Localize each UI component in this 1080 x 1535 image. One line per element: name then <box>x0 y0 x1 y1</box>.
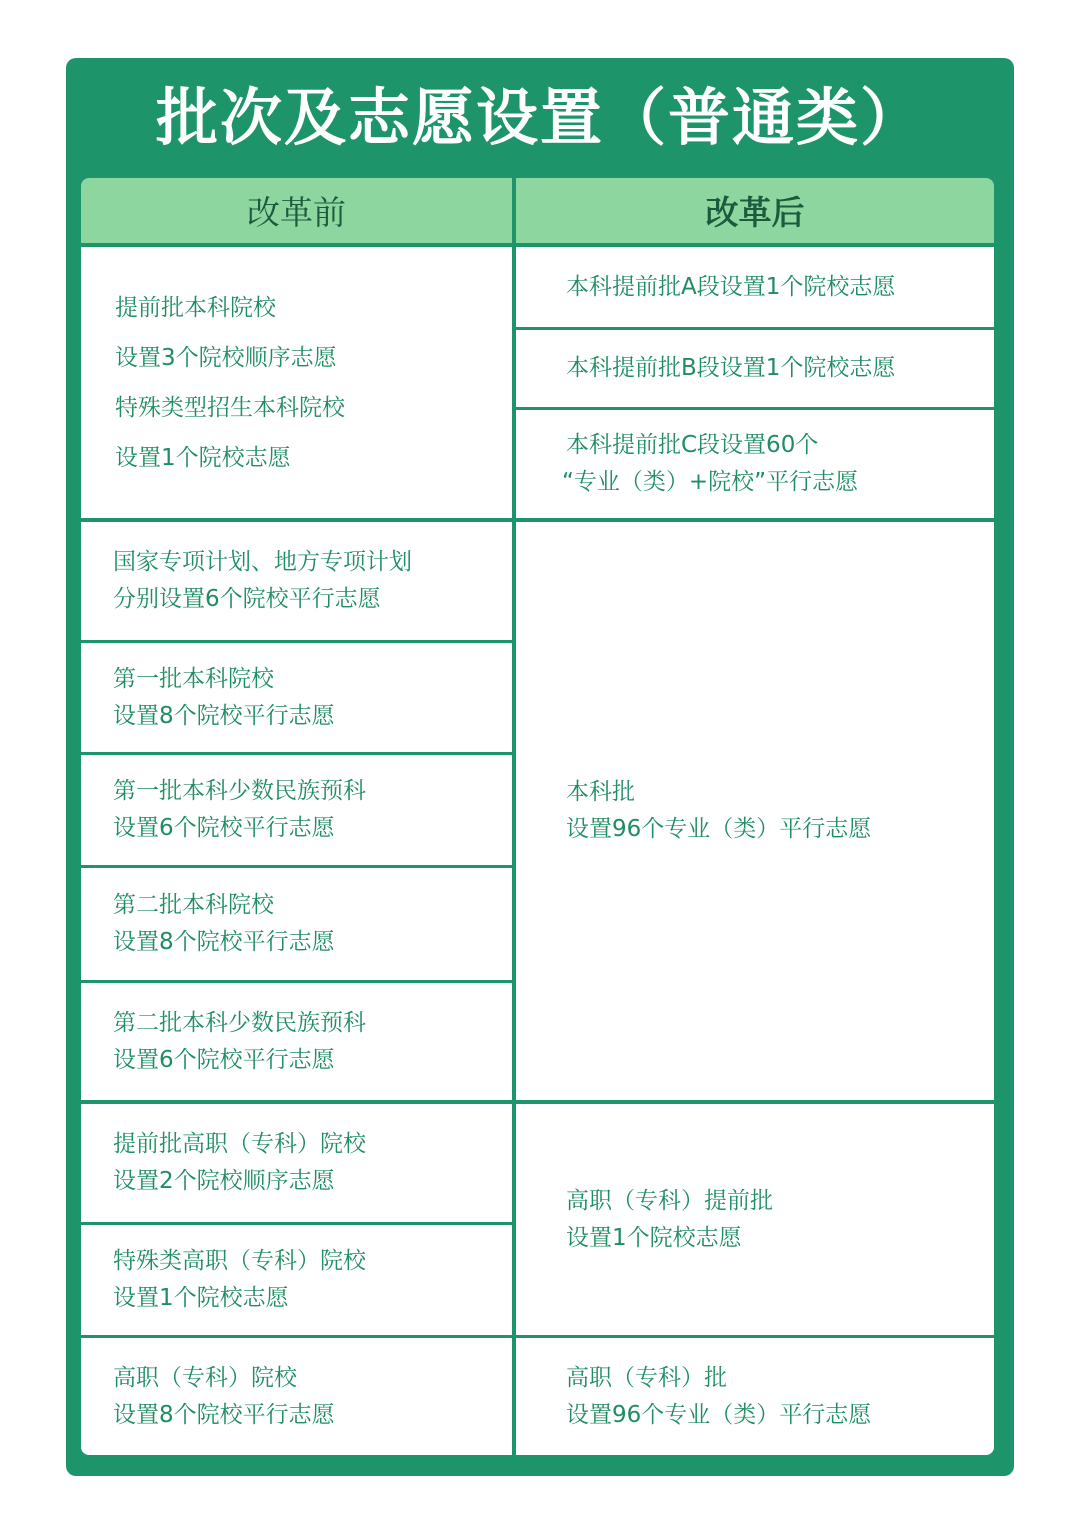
before-first-batch-minority-cell <box>81 755 512 865</box>
cell-line: 设置96个专业（类）平行志愿 <box>566 816 872 842</box>
cell-line: 第一批本科院校 <box>113 665 274 692</box>
cell-line: 分别设置6个院校平行志愿 <box>113 586 381 612</box>
before-early-vocational-cell <box>81 1104 512 1222</box>
after-early-a-cell <box>516 247 994 327</box>
after-undergrad-cell <box>516 522 994 1100</box>
cell-line: 国家专项计划、地方专项计划 <box>113 549 412 575</box>
cell-line: 设置1个院校志愿 <box>566 1224 742 1251</box>
cell-line: 本科提前批C段设置60个 <box>566 432 819 458</box>
cell-line: 特殊类型招生本科院校 <box>115 394 345 421</box>
cell-line: “专业（类）+院校”平行志愿 <box>562 469 859 495</box>
column-header-after: 改革后 <box>516 178 994 243</box>
after-early-b-cell <box>516 330 994 407</box>
cell-line: 设置1个院校志愿 <box>113 1285 289 1311</box>
cell-line: 高职（专科）提前批 <box>566 1187 773 1214</box>
cell-line: 设置8个院校平行志愿 <box>113 1401 335 1428</box>
before-second-batch-cell <box>81 868 512 980</box>
after-early-c-cell <box>516 410 994 518</box>
before-vocational-cell <box>81 1338 512 1455</box>
cell-line: 设置6个院校平行志愿 <box>113 815 335 841</box>
page-title: 批次及志愿设置（普通类） <box>155 81 924 154</box>
before-second-batch-minority-cell <box>81 983 512 1100</box>
cell-line: 高职（专科）院校 <box>113 1364 297 1391</box>
cell-line: 设置2个院校顺序志愿 <box>113 1168 335 1194</box>
cell-line: 设置8个院校平行志愿 <box>113 929 335 955</box>
cell-line: 第一批本科少数民族预科 <box>113 778 366 804</box>
cell-line: 提前批本科院校 <box>115 294 276 321</box>
after-vocational-cell <box>516 1338 994 1455</box>
cell-line: 本科批 <box>566 779 635 805</box>
cell-line: 设置6个院校平行志愿 <box>113 1046 335 1073</box>
before-special-plan-cell <box>81 522 512 640</box>
cell-line: 设置96个专业（类）平行志愿 <box>566 1401 872 1428</box>
cell-line: 设置1个院校志愿 <box>115 444 291 471</box>
before-special-vocational-cell <box>81 1225 512 1335</box>
before-first-batch-cell <box>81 643 512 752</box>
cell-line: 第二批本科少数民族预科 <box>113 1009 366 1036</box>
cell-line: 本科提前批A段设置1个院校志愿 <box>566 273 896 300</box>
after-vocational-early-cell <box>516 1104 994 1335</box>
cell-line: 特殊类高职（专科）院校 <box>113 1248 366 1274</box>
column-header-before: 改革前 <box>81 178 512 243</box>
cell-line: 第二批本科院校 <box>113 892 274 918</box>
cell-line: 本科提前批B段设置1个院校志愿 <box>566 355 896 381</box>
before-early-cell <box>81 247 512 518</box>
cell-line: 设置8个院校平行志愿 <box>113 702 335 729</box>
cell-line: 高职（专科）批 <box>566 1364 727 1391</box>
cell-line: 设置3个院校顺序志愿 <box>115 344 337 371</box>
cell-line: 提前批高职（专科）院校 <box>113 1131 366 1157</box>
